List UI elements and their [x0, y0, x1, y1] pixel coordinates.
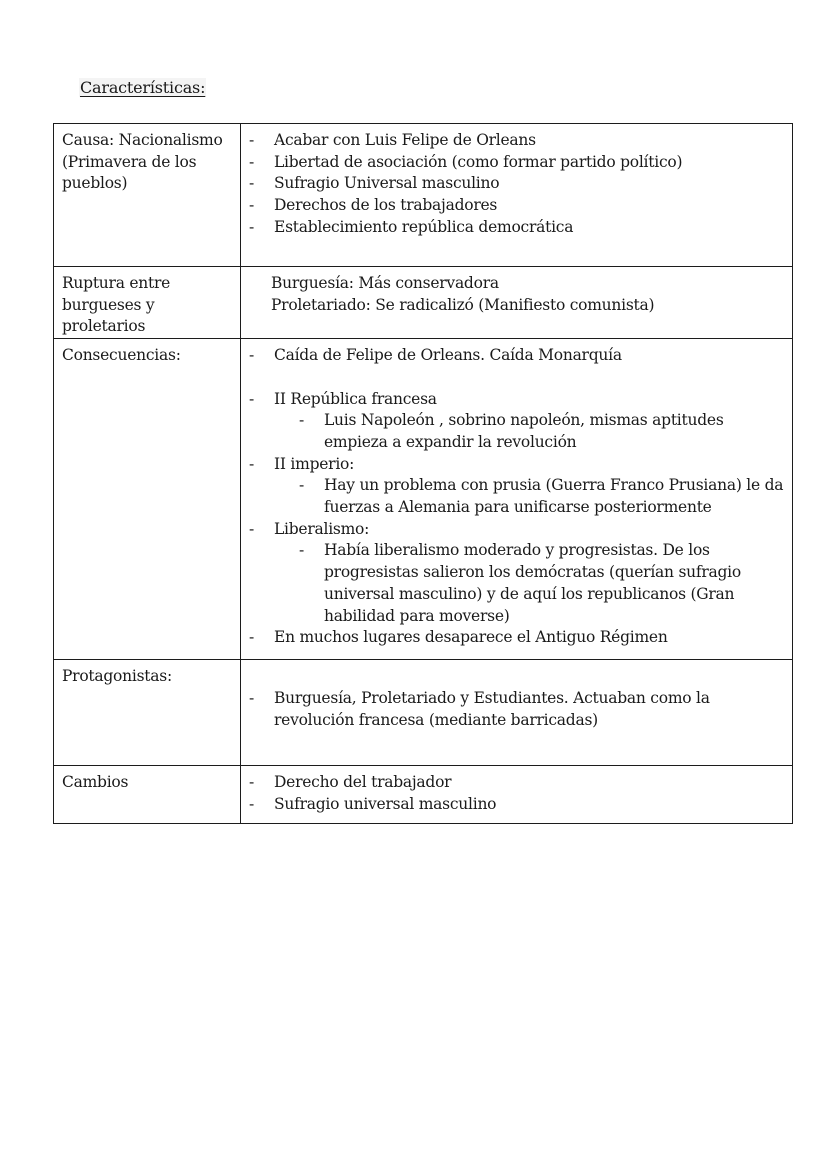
row-label: Ruptura entre burgueses y proletarios: [54, 267, 241, 339]
list-item-text: Caída de Felipe de Orleans. Caída Monarquía: [274, 346, 622, 365]
list-item: - Establecimiento república democrática: [249, 217, 785, 239]
table-row-ruptura: [54, 267, 793, 339]
sub-list-item: - Luis Napoleón , sobrino napoleón, mismas aptitudes empieza a expandir la revolución: [299, 410, 785, 453]
list-item: [249, 345, 785, 367]
row-content: [241, 766, 793, 824]
row-label: Protagonistas:: [54, 660, 241, 766]
row-label: Consecuencias:: [54, 339, 241, 660]
bullet-list: [249, 389, 785, 649]
sub-list-item: - Hay un problema con prusia (Guerra Franco Prusiana) le da fuerzas a Alemania para unificarse posteriormente: [299, 475, 785, 518]
bullet-list: [249, 772, 785, 815]
table-row-consecuencias: [54, 339, 793, 660]
sub-list: [299, 540, 785, 627]
list-item-text: II República francesa: [274, 389, 437, 408]
row-content: [241, 267, 793, 339]
list-item-text: II imperio:: [274, 454, 355, 473]
section-heading: Características:: [80, 78, 206, 97]
list-item: - Derecho del trabajador: [249, 772, 785, 794]
table-row-causa: [54, 124, 793, 267]
row-content: [241, 339, 793, 660]
list-item: [249, 627, 785, 649]
bullet-list: [249, 345, 785, 367]
bullet-list: [249, 688, 785, 731]
text-line: Proletariado: Se radicalizó (Manifiesto comunista): [271, 295, 655, 314]
list-item: - Libertad de asociación (como formar partido político): [249, 152, 785, 174]
list-item: [249, 389, 785, 454]
list-item: - Acabar con Luis Felipe de Orleans: [249, 130, 785, 152]
row-content: [241, 660, 793, 766]
list-item-text: Liberalismo:: [274, 519, 370, 538]
list-item: - Burguesía, Proletariado y Estudiantes. Actuaban como la revolución francesa (mediante barricadas): [249, 688, 785, 731]
table-row-cambios: [54, 766, 793, 824]
bullet-list: [249, 130, 785, 239]
sub-list: [299, 475, 785, 518]
sub-list-item: - Había liberalismo moderado y progresistas. De los progresistas salieron los demócratas (querían sufragio universal masculino) y de aquí los republicanos (Gran habilidad para moverse): [299, 540, 785, 627]
list-item-text: En muchos lugares desaparece el Antiguo Régimen: [274, 628, 668, 647]
list-item: [249, 454, 785, 519]
table-row-protagonistas: [54, 660, 793, 766]
list-item: - Sufragio Universal masculino: [249, 173, 785, 195]
row-content: [241, 124, 793, 267]
sub-list: [299, 410, 785, 453]
list-item: - Sufragio universal masculino: [249, 794, 785, 816]
row-label: Causa: Nacionalismo (Primavera de los pueblos): [54, 124, 241, 267]
list-item: [249, 519, 785, 628]
list-item: - Derechos de los trabajadores: [249, 195, 785, 217]
row-label: Cambios: [54, 766, 241, 824]
characteristics-table: [53, 123, 793, 824]
text-line: Burguesía: Más conservadora: [271, 274, 499, 292]
